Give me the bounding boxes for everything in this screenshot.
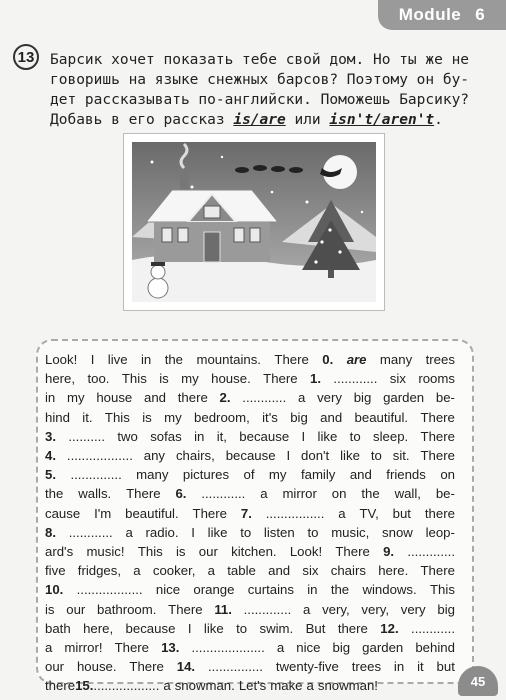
story-word: our [45, 659, 65, 675]
answer-blank[interactable]: ............ [68, 524, 113, 540]
module-label: Module [398, 5, 462, 24]
story-word: in [141, 352, 152, 367]
story-word: mirror! [64, 640, 103, 656]
keyword-is-are: is/are [233, 112, 286, 128]
story-word: This [430, 582, 455, 598]
story-word: 12. [380, 620, 399, 636]
story-word: my [268, 467, 287, 483]
story-word: twenty-five [275, 659, 339, 675]
story-word: there [337, 620, 368, 636]
story-word: fridges, [77, 563, 122, 579]
story-word: garden [383, 390, 425, 406]
story-word: 8. [45, 524, 56, 540]
story-word: is [45, 601, 55, 617]
story-word: There [420, 409, 455, 425]
story-word: music! [86, 544, 125, 560]
story-word: too. [87, 371, 110, 387]
story-word: a [303, 601, 311, 617]
story-word: There [274, 352, 309, 367]
story-word: swim. [259, 620, 294, 636]
story-word: there [177, 390, 208, 406]
answer-blank[interactable]: ............. [243, 601, 292, 617]
story-word: 4. [45, 448, 56, 464]
story-line [45, 504, 455, 523]
story-word: 5. [45, 467, 56, 483]
story-word: a [133, 563, 141, 579]
story-word: trees [351, 659, 382, 675]
answer-blank[interactable]: ............ [242, 390, 287, 406]
module-number: 6 [475, 5, 486, 24]
story-word: mountains. [196, 352, 261, 367]
story-word: Look! [289, 544, 323, 560]
instruction-line [50, 110, 500, 130]
story-line [45, 465, 455, 484]
story-word: snow [382, 524, 413, 540]
story-word: on [440, 467, 455, 483]
story-word: I [301, 428, 306, 444]
story-word: There [114, 640, 150, 656]
story-word: many [379, 352, 413, 367]
story-word: but [436, 659, 455, 675]
story-word: six [302, 563, 319, 579]
story-word: chairs, [175, 448, 215, 464]
story-word: here, [45, 371, 76, 387]
story-word: sit. [392, 448, 410, 464]
story-word: nice [296, 640, 321, 656]
story-word: 14. [176, 659, 196, 675]
story-word: 15. [75, 678, 94, 694]
story-word: But [305, 620, 326, 636]
story-word: leop- [425, 524, 455, 540]
story-word: There [420, 448, 455, 464]
answer-blank[interactable]: .................. [76, 582, 143, 598]
story-word: 0. [322, 352, 334, 367]
story-word: bedroom, [194, 409, 250, 425]
story-word: is [159, 371, 169, 387]
task-number: 13 [13, 44, 39, 70]
story-word: I [191, 524, 195, 540]
story-word: I [90, 352, 95, 367]
story-word: and [268, 563, 291, 579]
story-text [45, 350, 455, 696]
story-word: there [424, 505, 455, 521]
story-word: to [307, 524, 319, 540]
story-line [45, 542, 455, 561]
answer-blank[interactable]: ............ [333, 371, 378, 387]
story-word: here, [83, 620, 114, 636]
story-word: live [107, 352, 128, 367]
story-word: 3. [45, 428, 56, 444]
answer-blank[interactable]: ............ [201, 486, 246, 502]
story-word: be- [435, 390, 455, 406]
story-line [45, 484, 455, 503]
story-word: in [194, 428, 205, 444]
story-word: be- [435, 486, 455, 502]
story-word: I [187, 620, 192, 636]
story-line [45, 446, 455, 465]
story-word: radio. [145, 524, 179, 540]
story-word: very [317, 390, 342, 406]
story-word: orange [193, 582, 235, 598]
story-word: listen [263, 524, 295, 540]
story-word: two [117, 428, 138, 444]
story-word: our [66, 601, 86, 617]
story-word: ard's [45, 544, 74, 560]
story-word: are [346, 352, 367, 367]
winter-scene-illustration [132, 142, 376, 302]
story-word: because [239, 428, 290, 444]
story-word: nice [155, 582, 181, 598]
story-word: because [225, 448, 276, 464]
story-word: bathroom. [97, 601, 157, 617]
story-word: my [164, 409, 182, 425]
story-line [45, 657, 455, 676]
story-word: like [207, 524, 228, 540]
story-word: rooms [418, 371, 455, 387]
story-word: a [276, 640, 285, 656]
story-word: six [389, 371, 406, 387]
story-word: a [260, 486, 268, 502]
story-word: There [335, 544, 370, 560]
story-word: big [290, 409, 308, 425]
story-line [45, 427, 455, 446]
story-word: I [286, 448, 291, 464]
keyword-isnt-arent: isn't/aren't [329, 112, 435, 128]
story-word: 2. [219, 390, 231, 406]
story-word: sofas [150, 428, 182, 444]
story-word: the [330, 582, 350, 598]
story-word: and [144, 390, 167, 406]
house-door [204, 232, 220, 262]
story-word: five [45, 563, 66, 579]
story-word: table [227, 563, 256, 579]
answer-blank[interactable]: ............... [207, 659, 263, 675]
story-word: very [400, 601, 426, 617]
story-word: in [45, 390, 56, 406]
story-word: it. [82, 409, 93, 425]
story-word: bath [45, 620, 71, 636]
story-word: it's [262, 409, 278, 425]
story-word: 11. [214, 601, 232, 617]
story-word: There [420, 563, 455, 579]
story-word: house. [211, 371, 251, 387]
story-word: don't [301, 448, 330, 464]
answer-blank[interactable]: .................. [93, 678, 160, 694]
answer-blank[interactable]: .......... [68, 428, 105, 444]
story-word: 9. [383, 544, 395, 560]
story-word: like [340, 448, 360, 464]
story-word: a [297, 390, 306, 406]
story-word: to [370, 448, 382, 464]
story-word: 1. [310, 371, 322, 387]
story-word: Let's [238, 678, 267, 694]
story-word: on [331, 486, 347, 502]
story-word: big [437, 601, 455, 617]
story-word: pictures [182, 467, 230, 483]
story-word: and [320, 409, 343, 425]
story-word: curtains [247, 582, 294, 598]
story-word: garden [362, 640, 404, 656]
story-line [45, 350, 455, 369]
story-word: it [417, 659, 424, 675]
story-word: There [192, 505, 227, 521]
story-word: trees [425, 352, 455, 367]
story-line [45, 580, 455, 599]
story-word: TV, [359, 505, 379, 521]
story-word: in [393, 659, 405, 675]
story-word: the [45, 486, 64, 502]
story-word: the [164, 352, 184, 367]
story-word: There [126, 486, 161, 502]
story-word: family [300, 467, 336, 483]
story-line [45, 600, 455, 619]
story-word: There [129, 659, 164, 675]
module-tab [378, 0, 506, 30]
story-word: to [349, 428, 361, 444]
story-word: sleep. [373, 428, 409, 444]
story-word: is [176, 544, 186, 560]
page-number: 45 [458, 666, 498, 696]
story-line [45, 369, 455, 388]
story-word: and [349, 467, 372, 483]
story-word: 10. [45, 582, 64, 598]
answer-blank[interactable]: .............. [70, 467, 122, 483]
story-word: I'm [94, 505, 112, 521]
story-word: a [163, 678, 171, 694]
story-word: a [125, 524, 133, 540]
story-line [45, 638, 455, 657]
instruction-line: говоришь на языке снежных барсов? Поэтому он бу- [50, 72, 470, 88]
story-word: my [181, 371, 199, 387]
story-word: a [306, 678, 314, 694]
story-line [45, 619, 455, 638]
story-word: here. [378, 563, 409, 579]
story-word: There [168, 601, 203, 617]
story-word: but [392, 505, 411, 521]
story-word: cause [45, 505, 81, 521]
story-word: a [338, 505, 346, 521]
story-word: because [125, 620, 176, 636]
story-word: 6. [175, 486, 187, 502]
story-word: is [142, 409, 152, 425]
instruction-end: . [434, 112, 443, 128]
story-word: music, [331, 524, 370, 540]
story-word: like [317, 428, 338, 444]
story-word: This [121, 371, 147, 387]
story-word: hind [45, 409, 70, 425]
story-word: There [420, 428, 455, 444]
house-chimney [180, 170, 189, 192]
story-word: 13. [161, 640, 180, 656]
story-line [45, 523, 455, 542]
story-word: very, [361, 601, 389, 617]
story-line [45, 561, 455, 580]
answer-blank[interactable]: .................. [66, 448, 133, 464]
answer-blank[interactable]: .................... [191, 640, 265, 656]
instruction-text: Добавь в его рассказ [50, 112, 225, 128]
story-word: a [45, 640, 53, 656]
story-word: behind [415, 640, 455, 656]
story-word: wall, [394, 486, 421, 502]
task-instructions [50, 50, 500, 130]
story-word: in [307, 582, 318, 598]
story-word: snowman. [174, 678, 235, 694]
answer-blank[interactable]: ............. [407, 544, 455, 560]
story-word: make [270, 678, 303, 694]
story-word: walls. [78, 486, 112, 502]
instruction-line: дет рассказывать по-английски. Поможешь Барсику? [50, 92, 470, 108]
story-word: house. [76, 659, 117, 675]
story-word: our [198, 544, 218, 560]
story-word: big [353, 390, 372, 406]
story-word: very, [322, 601, 350, 617]
story-word: it, [216, 428, 227, 444]
story-word: mirror [282, 486, 317, 502]
story-line [45, 408, 455, 427]
story-word: chairs [330, 563, 366, 579]
story-word: snowman! [317, 678, 378, 694]
story-word: to [240, 524, 252, 540]
story-word: big [332, 640, 351, 656]
instruction-connector: или [294, 112, 321, 128]
answer-blank[interactable]: ................ [265, 505, 325, 521]
story-word: house [96, 390, 133, 406]
story-word: my [67, 390, 85, 406]
story-word: beautiful. [354, 409, 409, 425]
story-word: 7. [240, 505, 252, 521]
story-word: any [143, 448, 166, 464]
story-word: Look! [45, 352, 78, 367]
story-word: This [104, 409, 130, 425]
story-line [45, 388, 455, 407]
story-word: many [136, 467, 169, 483]
story-line [45, 676, 455, 695]
story-word: There [263, 371, 298, 387]
story-word: the [361, 486, 380, 502]
story-word: kitchen. [231, 544, 277, 560]
story-word: friends [386, 467, 426, 483]
story-word: This [137, 544, 163, 560]
story-word: a [207, 563, 215, 579]
story-word: like [203, 620, 224, 636]
answer-blank[interactable]: ............ [411, 620, 455, 636]
story-word: to [236, 620, 248, 636]
winter-house-picture [124, 134, 384, 310]
story-word: windows. [362, 582, 417, 598]
story-word: there [45, 678, 76, 694]
story-word: cooker, [152, 563, 196, 579]
story-word: beautiful. [125, 505, 179, 521]
story-word: of [243, 467, 255, 483]
instruction-line: Барсик хочет показать тебе свой дом. Но ты же не [50, 52, 470, 68]
